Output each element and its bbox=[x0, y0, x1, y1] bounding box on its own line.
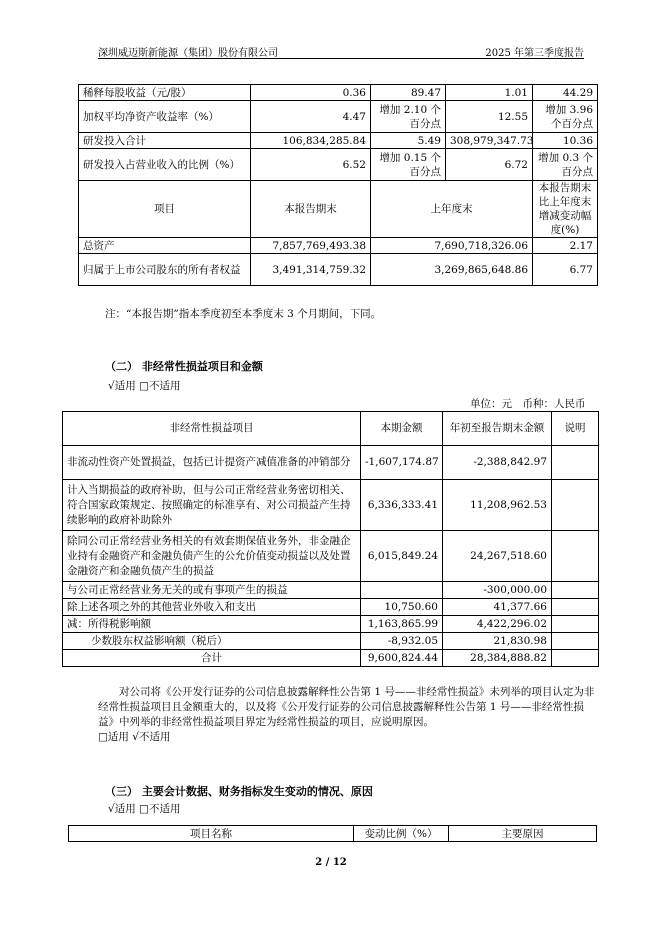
explanation-paragraph bbox=[98, 685, 598, 745]
report-title: 2025 年第三季度报告 bbox=[485, 48, 584, 59]
row-label: 总资产 bbox=[79, 238, 251, 254]
table-row: 研发投入合计 106,834,285.84 5.49 308,979,347.73 10.36 bbox=[79, 133, 598, 149]
table-row: 与公司正常经营业务无关的或有事项产生的损益 -300,000.00 bbox=[63, 582, 599, 599]
table-header-row: 项目 本报告期末 上年度末 本报告期末比上年度末增减变动幅度(%) bbox=[79, 181, 598, 238]
paragraph-text: 对公司将《公开发行证券的公司信息披露解释性公告第 1 号——非经常性损益》未列举的项目认定为非经常性损益项目且金额重大的，以及将《公开发行证券的公司信息披露解释性公告第 1 号——非经常性损益》中列举的非经常性损益项目界定为经常性损益的项目，应说明原因。 bbox=[98, 686, 595, 728]
table-header-row: 非经常性损益项目 本期金额 年初至报告期末金额 说明 bbox=[63, 412, 599, 446]
table-row: 少数股东权益影响额（税后） -8,932.05 21,830.98 bbox=[63, 633, 599, 650]
section-title: （二） 非经常性损益项目和金额 bbox=[105, 360, 263, 373]
company-name: 深圳威迈斯新能源（集团）股份有限公司 bbox=[98, 48, 278, 59]
row-label: 稀释每股收益（元/股） bbox=[79, 85, 251, 101]
section-title: （三） 主要会计数据、财务指标发生变动的情况、原因 bbox=[105, 785, 373, 798]
row-label: 研发投入合计 bbox=[79, 133, 251, 149]
table-row: 计入当期损益的政府补助，但与公司正常经营业务密切相关、符合国家政策规定、按照确定的标准享有、对公司损益产生持续影响的政府补助除外 6,336,333.41 11,208,962.53 bbox=[63, 480, 599, 531]
key-financial-table bbox=[78, 84, 598, 286]
table-total-row: 合计 9,600,824.44 28,384,888.82 bbox=[63, 650, 599, 667]
table-row: 加权平均净资产收益率（%） 4.47 增加 2.10 个百分点 12.55 增加 3.96 个百分点 bbox=[79, 101, 598, 133]
row-label: 归属于上市公司股东的所有者权益 bbox=[79, 254, 251, 286]
applicability-option: □适用 √不适用 bbox=[98, 731, 171, 743]
table-row: 稀释每股收益（元/股） 0.36 89.47 1.01 44.29 bbox=[79, 85, 598, 101]
unit-label: 单位：元 币种：人民币 bbox=[470, 398, 586, 410]
table-row: 减：所得税影响额 1,163,865.99 4,422,296.02 bbox=[63, 616, 599, 633]
table-row: 总资产 7,857,769,493.38 7,690,718,326.06 2.17 bbox=[79, 238, 598, 254]
table-row: 研发投入占营业收入的比例（%） 6.52 增加 0.15 个百分点 6.72 增加 0.3 个百分点 bbox=[79, 149, 598, 181]
table-note: 注：“本报告期”指本季度初至本季度末 3 个月期间，下同。 bbox=[105, 308, 382, 320]
row-label: 加权平均净资产收益率（%） bbox=[79, 101, 251, 133]
table-row: 除同公司正常经营业务相关的有效套期保值业务外，非金融企业持有金融资产和金融负债产生的公允价值变动损益以及处置金融资产和金融负债产生的损益 6,015,849.24 24,267,518.60 bbox=[63, 531, 599, 582]
page-number: 2 / 12 bbox=[315, 857, 347, 868]
table-header-row: 项目名称 变动比例（%） 主要原因 bbox=[69, 826, 597, 842]
page-header bbox=[98, 38, 584, 59]
table-row: 非流动性资产处置损益，包括已计提资产减值准备的冲销部分 -1,607,174.87 -2,388,842.97 bbox=[63, 446, 599, 480]
row-label: 研发投入占营业收入的比例（%） bbox=[79, 149, 251, 181]
table-row: 除上述各项之外的其他营业外收入和支出 10,750.60 41,377.66 bbox=[63, 599, 599, 616]
applicability-option: √适用 □不适用 bbox=[108, 803, 181, 815]
non-recurring-gains-table bbox=[62, 411, 599, 667]
changes-table bbox=[68, 825, 597, 842]
applicability-option: √适用 □不适用 bbox=[108, 380, 181, 392]
table-row: 归属于上市公司股东的所有者权益 3,491,314,759.32 3,269,865,648.86 6.77 bbox=[79, 254, 598, 286]
